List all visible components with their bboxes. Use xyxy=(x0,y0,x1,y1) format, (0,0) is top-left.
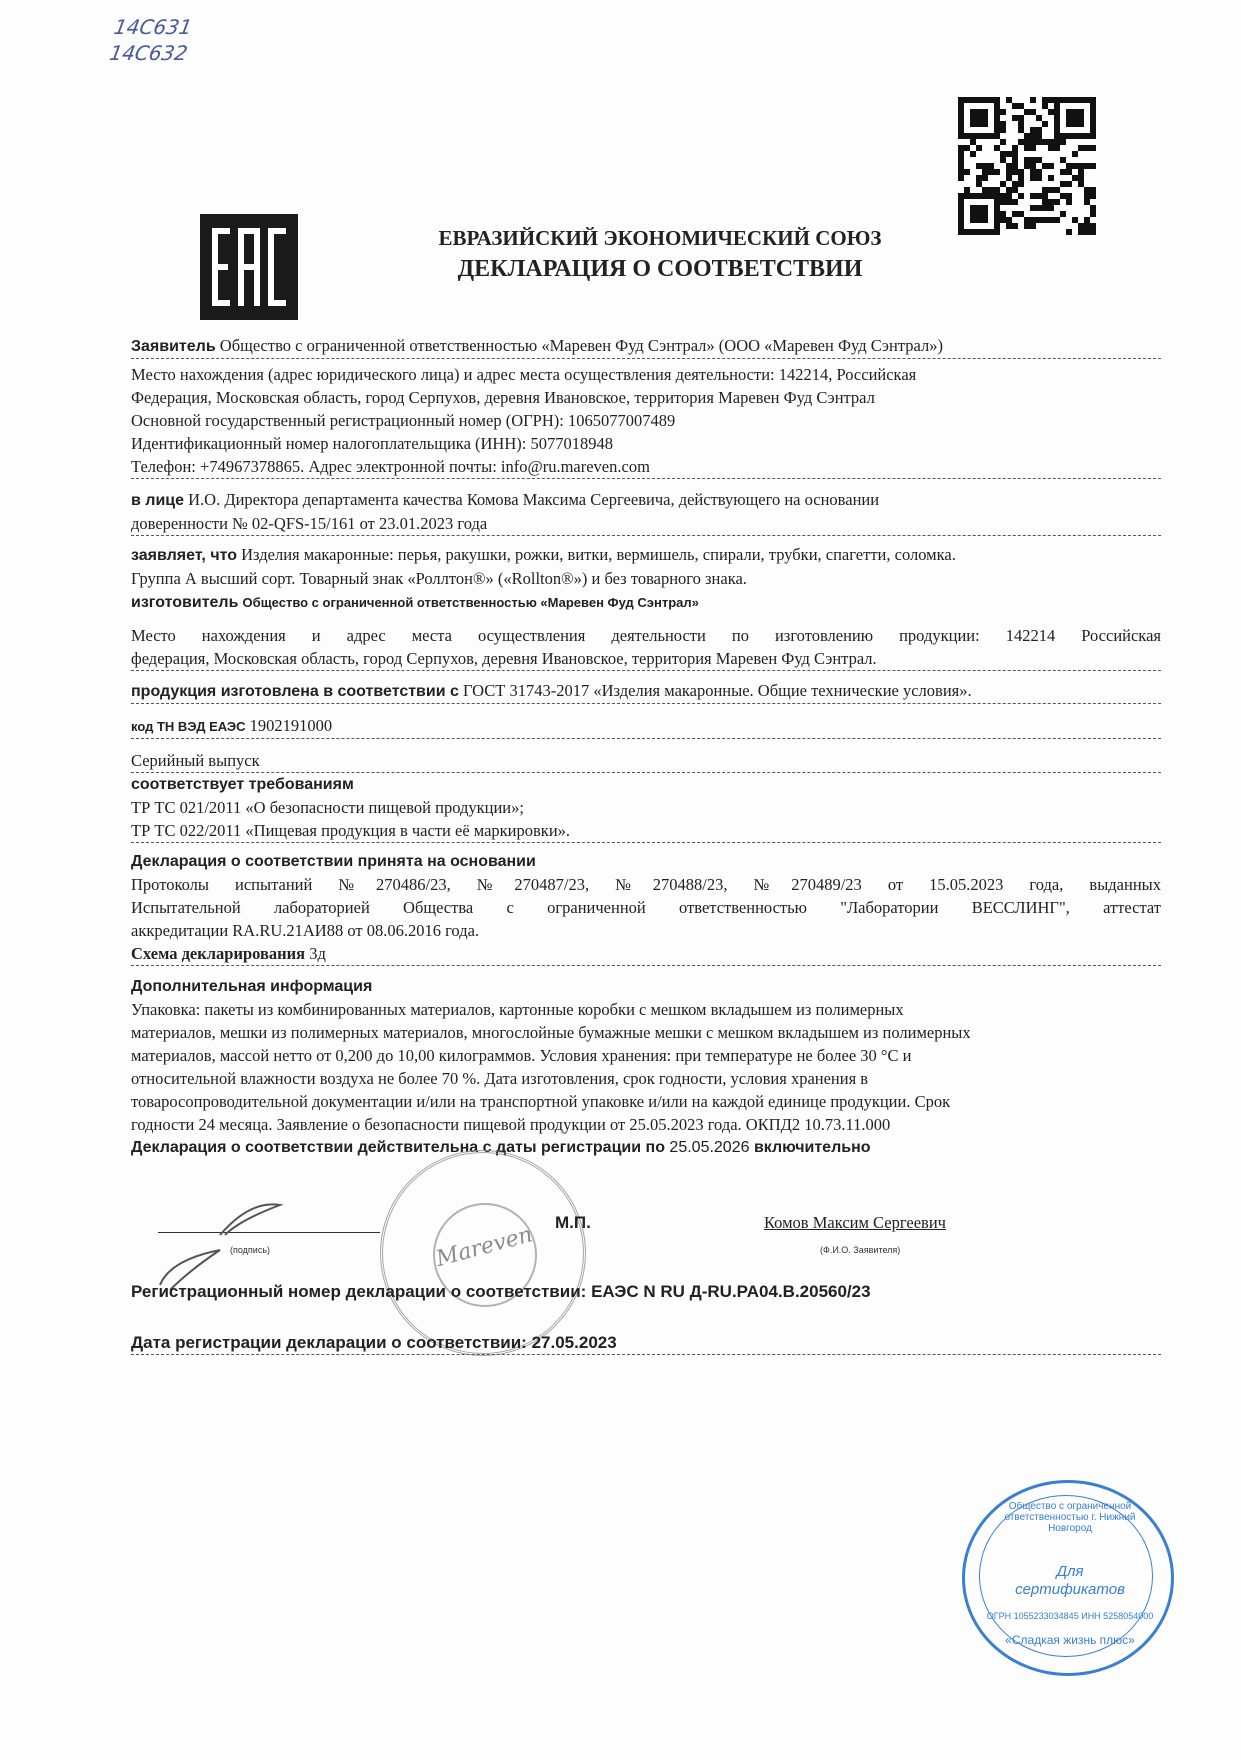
standard-label: продукция изготовлена в соответствии с xyxy=(131,683,459,700)
additional-line: материалов, мешки из полимерных материалов, многослойные бумажные мешки с мешком вкладышем из полимерных xyxy=(131,1023,971,1042)
signature-caption: (подпись) xyxy=(230,1245,271,1255)
scheme-label: Схема декларирования xyxy=(131,944,306,963)
manufacturer-address-1: Место нахождения и адрес места осуществления деятельности по изготовлению продукции: 142214 Российская xyxy=(131,626,1161,645)
additional-line: материалов, массой нетто от 0,200 до 10,00 килограммов. Условия хранения: при температуре не более 30 °С и xyxy=(131,1046,912,1065)
hs-code-value: 1902191000 xyxy=(249,716,333,735)
applicant-ogrn: Основной государственный регистрационный номер (ОГРН): 1065077007489 xyxy=(131,411,676,430)
applicant-label: Заявитель xyxy=(131,338,216,355)
stamp-ring-text: Общество с ограниченной ответственностью г. Нижний Новгород xyxy=(1004,1501,1136,1534)
representative-line-2: доверенности № 02-QFS-15/161 от 23.01.2023 года xyxy=(131,512,1161,536)
basis-line-3: аккредитации RA.RU.21АИ88 от 08.06.2016 года. xyxy=(131,921,480,940)
manufacturer-address-2: федерация, Московская область, город Серпухов, деревня Ивановское, территория Маревен Фуд Сэнтрал. xyxy=(131,647,1161,671)
stamp-name: «Сладкая жизнь плюс» xyxy=(1005,1633,1135,1647)
signer-caption: (Ф.И.О. Заявителя) xyxy=(820,1245,901,1255)
additional-line: товаросопроводительной документации и/или на транспортной упаковке и/или на каждой единице продукции. Срок xyxy=(131,1092,951,1111)
qr-code xyxy=(958,97,1096,235)
applicant-address-1: Место нахождения (адрес юридического лица) и адрес места осуществления деятельности: 142214, Российская xyxy=(131,365,917,384)
handwritten-notes xyxy=(107,14,194,66)
registration-number-value: ЕАЭС N RU Д-RU.PA04.B.20560/23 xyxy=(591,1282,871,1301)
registration-date-label: Дата регистрации декларации о соответствии: xyxy=(131,1333,527,1352)
stamp-ogrn: ОГРН 1055233034845 xyxy=(986,1611,1079,1621)
additional-line: Упаковка: пакеты из комбинированных материалов, картонные коробки с мешком вкладышем из полимерных xyxy=(131,1000,904,1019)
basis-line-1: Протоколы испытаний №270486/23, №270487/23, №270488/23, №270489/23 от 15.05.2023 года, выданных xyxy=(131,875,1161,894)
scheme-value: 3д xyxy=(309,944,326,963)
basis-line-2: Испытательной лабораторией Общества с ограниченной ответственностью "Лаборатории ВЕССЛИНГ", аттестат xyxy=(131,898,1161,917)
union-title: ЕВРАЗИЙСКИЙ ЭКОНОМИЧЕСКИЙ СОЮЗ xyxy=(438,226,882,250)
validity-date: 25.05.2026 xyxy=(669,1139,750,1156)
requirement-item: ТР ТС 022/2011 «Пищевая продукция в части её маркировки». xyxy=(131,819,1161,843)
hs-code-label: код ТН ВЭД ЕАЭС xyxy=(131,719,246,734)
standard-value: ГОСТ 31743-2017 «Изделия макаронные. Общие технические условия». xyxy=(463,681,972,700)
declares-line-1: Изделия макаронные: перья, ракушки, рожки, витки, вермишель, спирали, трубки, спагетти, соломка. xyxy=(241,545,956,564)
requirements-label: соответствует требованиям xyxy=(131,776,354,793)
declares-line-2: Группа А высший сорт. Товарный знак «Роллтон®» («Rollton®») и без товарного знака. xyxy=(131,569,747,588)
registration-number-label: Регистрационный номер декларации о соответствии: xyxy=(131,1282,587,1301)
requirement-item: ТР ТС 021/2011 «О безопасности пищевой продукции»; xyxy=(131,798,524,817)
production-type: Серийный выпуск xyxy=(131,749,1161,773)
certification-stamp xyxy=(962,1480,1174,1676)
representative-label: в лице xyxy=(131,492,185,509)
handwritten-note: 14С631 xyxy=(112,15,195,39)
manufacturer-label: изготовитель xyxy=(131,594,239,611)
signer-name: Комов Максим Сергеевич xyxy=(764,1213,946,1232)
declares-section xyxy=(131,543,1161,843)
validity-suffix: включительно xyxy=(753,1139,871,1156)
additional-line: годности 24 месяца. Заявление о безопасности пищевой продукции от 25.05.2023 года. ОКПД2 10.73.11.000 xyxy=(131,1115,891,1134)
handwritten-note: 14С632 xyxy=(107,41,190,65)
registration-date-value: 27.05.2023 xyxy=(531,1333,617,1352)
declares-label: заявляет, что xyxy=(131,547,237,564)
additional-section xyxy=(131,975,1161,1159)
additional-label: Дополнительная информация xyxy=(131,978,373,995)
seal-label: М.П. xyxy=(555,1213,591,1232)
applicant-inn: Идентификационный номер налогоплательщика (ИНН): 5077018948 xyxy=(131,434,613,453)
applicant-section xyxy=(131,334,1161,479)
validity-label: Декларация о соответствии действительна с даты регистрации по xyxy=(131,1139,665,1156)
stamp-inn: ИНН 5258054000 xyxy=(1081,1611,1154,1621)
basis-label: Декларация о соответствии принята на основании xyxy=(131,853,536,870)
eac-logo xyxy=(200,214,298,320)
seal-text: Mareven xyxy=(433,1222,536,1272)
additional-line: относительной влажности воздуха не более 70 %. Дата изготовления, срок годности, условия хранения в xyxy=(131,1069,869,1088)
registration-section xyxy=(131,1280,1161,1355)
manufacturer-name: Общество с ограниченной ответственностью «Маревен Фуд Сэнтрал» xyxy=(242,595,699,610)
basis-section xyxy=(131,850,1161,966)
applicant-address-2: Федерация, Московская область, город Серпухов, деревня Ивановское, территория Маревен Фуд Сэнтрал xyxy=(131,388,875,407)
applicant-contacts: Телефон: +74967378865. Адрес электронной почты: info@ru.mareven.com xyxy=(131,455,1161,479)
applicant-name: Общество с ограниченной ответственностью «Маревен Фуд Сэнтрал» (ООО «Маревен Фуд Сэнтрал») xyxy=(219,336,943,355)
representative-section xyxy=(131,488,1161,536)
representative-line-1: И.О. Директора департамента качества Комова Максима Сергеевича, действующего на основании xyxy=(188,490,880,509)
document-title: ДЕКЛАРАЦИЯ О СООТВЕТСТВИИ xyxy=(457,256,863,282)
stamp-center-text: Для сертификатов xyxy=(1015,1563,1125,1598)
